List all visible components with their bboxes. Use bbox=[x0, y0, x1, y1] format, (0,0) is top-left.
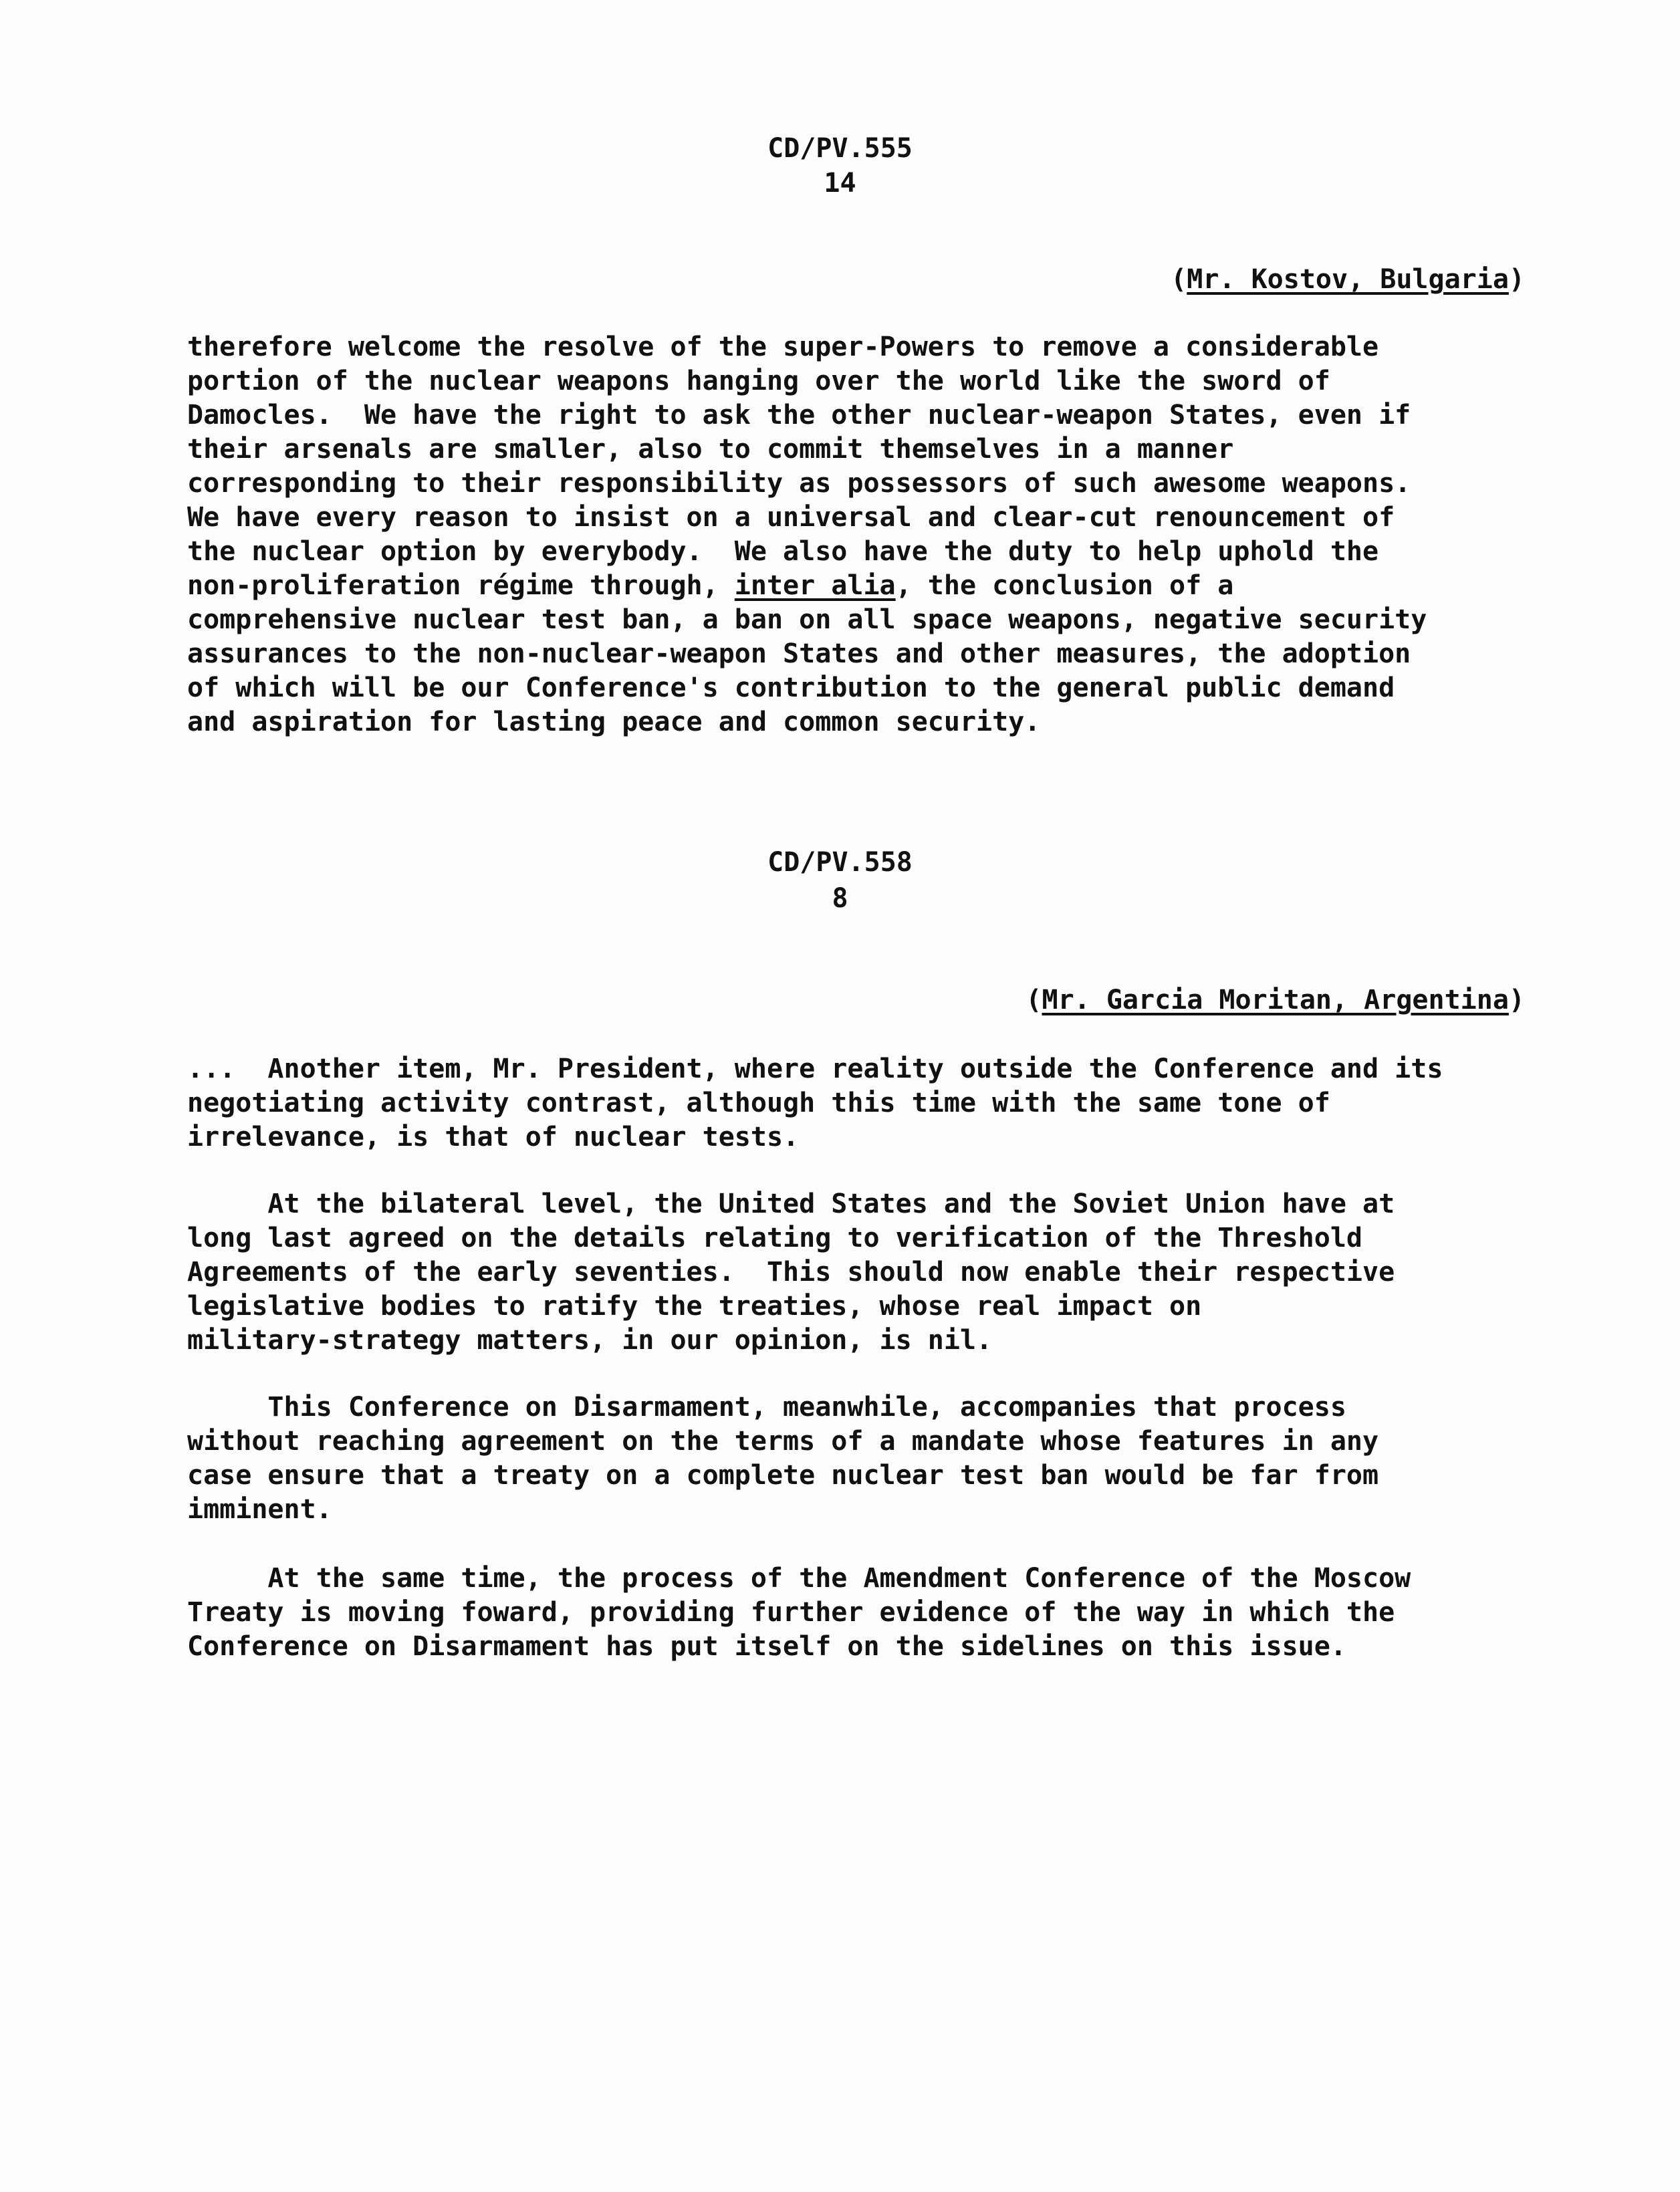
page-number-8: 8 bbox=[832, 883, 848, 914]
paragraph-nuclear-tests bbox=[187, 1052, 1443, 1154]
text-run: non-proliferation régime through, bbox=[187, 570, 735, 601]
line: At the bilateral level, the United States and the Soviet Union have at bbox=[187, 1189, 1395, 1219]
line: This Conference on Disarmament, meanwhile, accompanies that process bbox=[187, 1392, 1346, 1423]
line: case ensure that a treaty on a complete nuclear test ban would be far from bbox=[187, 1460, 1379, 1491]
line: We have every reason to insist on a universal and clear-cut renouncement of bbox=[187, 502, 1395, 533]
paren-open: ( bbox=[1026, 985, 1042, 1015]
line: negotiating activity contrast, although this time with the same tone of bbox=[187, 1088, 1330, 1118]
line: therefore welcome the resolve of the super-Powers to remove a considerable bbox=[187, 332, 1379, 362]
line: Damocles. We have the right to ask the other nuclear-weapon States, even if bbox=[187, 400, 1411, 431]
line: long last agreed on the details relating to verification of the Threshold bbox=[187, 1223, 1362, 1253]
line: of which will be our Conference's contribution to the general public demand bbox=[187, 673, 1395, 703]
line: the nuclear option by everybody. We also have the duty to help uphold the bbox=[187, 536, 1379, 567]
speaker-kostov bbox=[1171, 262, 1525, 297]
line: portion of the nuclear weapons hanging over the world like the sword of bbox=[187, 366, 1330, 396]
speaker-name: Mr. Kostov, Bulgaria bbox=[1187, 264, 1509, 295]
line: legislative bodies to ratify the treaties, whose real impact on bbox=[187, 1291, 1202, 1322]
paragraph-kostov bbox=[187, 330, 1427, 739]
line: assurances to the non-nuclear-weapon States and other measures, the adoption bbox=[187, 638, 1411, 669]
inter-alia: inter alia bbox=[734, 570, 896, 601]
line: Agreements of the early seventies. This should now enable their respective bbox=[187, 1257, 1395, 1288]
line bbox=[187, 569, 1427, 603]
doc-reference-558: CD/PV.558 bbox=[767, 847, 913, 878]
line: irrelevance, is that of nuclear tests. bbox=[187, 1122, 800, 1152]
line: At the same time, the process of the Amendment Conference of the Moscow bbox=[187, 1563, 1411, 1594]
paragraph-bilateral-level bbox=[187, 1187, 1395, 1358]
paren-open: ( bbox=[1171, 264, 1187, 295]
doc-reference-555: CD/PV.555 bbox=[767, 133, 913, 164]
line: Treaty is moving foward, providing further evidence of the way in which the bbox=[187, 1597, 1395, 1628]
paren-close: ) bbox=[1508, 985, 1525, 1015]
speaker-name: Mr. Garcia Moritan, Argentina bbox=[1042, 985, 1509, 1015]
line: and aspiration for lasting peace and common security. bbox=[187, 707, 1041, 737]
line: corresponding to their responsibility as possessors of such awesome weapons. bbox=[187, 468, 1411, 499]
line: ... Another item, Mr. President, where reality outside the Conference and its bbox=[187, 1054, 1443, 1084]
line: comprehensive nuclear test ban, a ban on all space weapons, negative security bbox=[187, 604, 1427, 635]
line: their arsenals are smaller, also to commit themselves in a manner bbox=[187, 434, 1234, 465]
paragraph-conference-disarmament bbox=[187, 1390, 1378, 1527]
line: Conference on Disarmament has put itself on the sidelines on this issue. bbox=[187, 1631, 1346, 1662]
paren-close: ) bbox=[1508, 264, 1525, 295]
paragraph-moscow-treaty bbox=[187, 1562, 1411, 1664]
text-run: , the conclusion of a bbox=[895, 570, 1234, 601]
speaker-garcia-moritan bbox=[1026, 983, 1525, 1017]
page-number-14: 14 bbox=[824, 168, 856, 199]
line: without reaching agreement on the terms of a mandate whose features in any bbox=[187, 1426, 1379, 1457]
line: imminent. bbox=[187, 1494, 332, 1525]
line: military-strategy matters, in our opinion, is nil. bbox=[187, 1325, 993, 1356]
